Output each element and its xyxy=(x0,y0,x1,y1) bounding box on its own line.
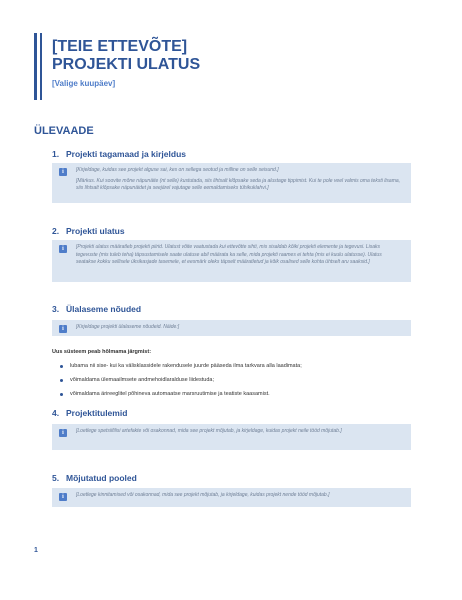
list-item-text: lubama nii sise- kui ka välisklassidele rakendusele juurde pääseda ilma tarkvara alla laadimata; xyxy=(70,363,302,369)
section-title: Mõjutatud pooled xyxy=(66,473,137,483)
tip-box-requirements[interactable] xyxy=(52,320,411,336)
tip-box-background[interactable] xyxy=(52,163,411,203)
bullet-icon xyxy=(60,379,63,382)
section-number: 5. xyxy=(52,473,60,483)
section-number: 3. xyxy=(52,304,60,314)
section-heading-deliverables xyxy=(52,408,127,418)
tip-box-scope[interactable] xyxy=(52,240,411,282)
accent-bar xyxy=(40,33,42,100)
section-number: 1. xyxy=(52,149,60,159)
section-number: 2. xyxy=(52,226,60,236)
requirements-list xyxy=(58,363,302,405)
list-item xyxy=(58,391,302,398)
section-title: Ülalaseme nõuded xyxy=(66,304,142,314)
tip-text: [Kirjeldage projekti ülalaseme nõudeid. Näide:] xyxy=(76,324,180,330)
tip-text: [Märkus. Kui soovite mõne näpunäite (nt selle) kustutada, siis lihtsalt klõpsake seda ja alustage tippimist. Kui te pole veel valmis oma teksti lisama, siis lihtsalt klõpsake näpunäidet ja seejärel vajutage selle eemaldamiseks tühikuklahvi.] xyxy=(76,177,401,191)
requirements-intro: Uus süsteem peab hõlmama järgmist: xyxy=(52,349,152,355)
list-item xyxy=(58,363,302,370)
list-item xyxy=(58,377,302,384)
info-icon: i xyxy=(59,493,67,501)
info-icon: i xyxy=(59,429,67,437)
section-heading-background xyxy=(52,149,186,159)
header-accent-bars xyxy=(34,33,43,100)
info-icon: i xyxy=(59,168,67,176)
tip-text: [Projekti ulatus määratleb projekti piirid. Ulatust võite vaatustada kui ettevõtte sihti, mis sisaldab kõiki projekti elemente ja tegevusi. Lisaks tegevuste (mis tuleb teha) täpsustamisele saate ulatuse abil määrata ka selle, mida projekti raames ei tehta (mis ei kuulu ulatusse). Ulatus seatakse kokku sellisele üksikasjade tasemele, et eesmärk oleks täpselt määratletud ja kõik osalised selle kohta ühtselt aru saaksid.] xyxy=(76,244,382,265)
section-title: Projektitulemid xyxy=(66,408,128,418)
bullet-icon xyxy=(60,393,63,396)
tip-text: [Loetlege kinnitamised või osakonnad, mida see projekt mõjutab, ja kirjeldage, kuidas projekt nende tööd mõjutab.] xyxy=(76,492,330,498)
section-heading-affected-parties xyxy=(52,473,137,483)
tip-text: [Kirjeldage, kuidas see projekt alguse sai, kes on sellega seotud ja milline on selle seisund.] xyxy=(76,167,279,173)
section-heading-scope xyxy=(52,226,125,236)
date-picker[interactable]: [Valige kuupäev] xyxy=(52,79,116,88)
document-title[interactable]: PROJEKTI ULATUS xyxy=(52,56,201,73)
tip-text: [Loetlege spetsiifilisi artefakte või osakonnad, mida see projekt mõjutab, ja kirjeldage, kuidas projekt neile tööd mõjutab.] xyxy=(76,428,342,434)
tip-box-affected-parties[interactable] xyxy=(52,488,411,507)
section-title: Projekti ulatus xyxy=(66,226,125,236)
info-icon: i xyxy=(59,245,67,253)
company-name[interactable]: [TEIE ETTEVÕTE] xyxy=(52,38,188,55)
list-item-text: võimaldama ärireeglitel põhineva automaatse marsruutimise ja teatiste kaasamist. xyxy=(70,391,270,397)
bullet-icon xyxy=(60,365,63,368)
section-number: 4. xyxy=(52,408,60,418)
list-item-text: võimaldama ülemaailmsete andmehoidlaralduse liidestuda; xyxy=(70,377,214,383)
page-number: 1 xyxy=(34,547,38,554)
overview-heading: ÜLEVAADE xyxy=(34,125,94,137)
section-heading-requirements xyxy=(52,304,141,314)
info-icon: i xyxy=(59,325,67,333)
section-title: Projekti tagamaad ja kirjeldus xyxy=(66,149,186,159)
tip-box-deliverables[interactable] xyxy=(52,424,411,450)
accent-bar xyxy=(34,33,37,100)
